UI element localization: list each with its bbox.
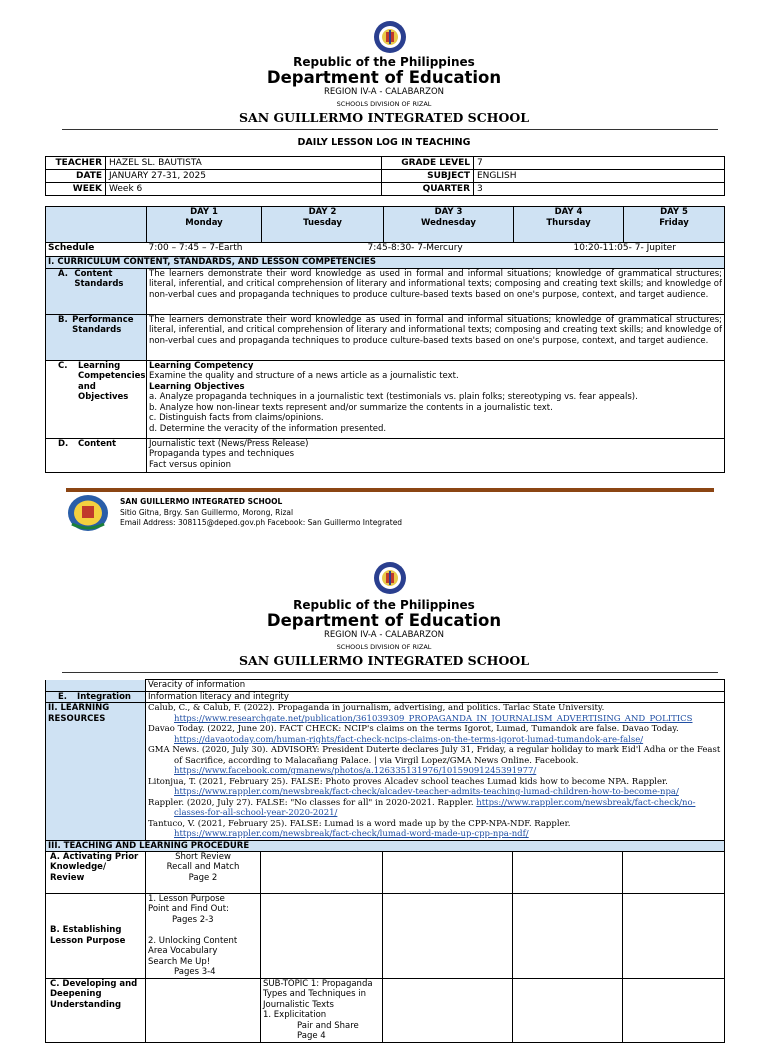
- establishing-day5: [623, 893, 725, 978]
- footer-school: SAN GUILLERMO INTEGRATED SCHOOL: [120, 497, 283, 506]
- teacher-value: HAZEL SL. BAUTISTA: [106, 157, 382, 170]
- reference-item: [148, 819, 722, 840]
- activating-day2: [261, 851, 383, 893]
- content-standards-text: The learners demonstrate their word knowledge as used in formal and informal situations; knowledge of grammatical structures; literal, inferential, and critical comprehension of literary and informational texts; composing and creating text skills; and knowledge of non-verbal cues and propaganda techniques to produce culture-based texts based on one's purpose, context, and target audience.: [147, 268, 725, 314]
- activating-day3: [383, 851, 513, 893]
- lc-title: Learning Competency: [149, 360, 254, 371]
- schedule-3: 10:20-11:05- 7- Jupiter: [573, 243, 676, 253]
- reference-text: Calub, C., & Calub, F. (2022). Propaganda in journalism, advertising, and politics. Tarlac State University.: [148, 703, 605, 713]
- division-text-2: SCHOOLS DIVISION OF RIZAL: [336, 643, 432, 651]
- continued-label-cell: [46, 680, 146, 692]
- reference-text: Davao Today. (2022, June 20). FACT CHECK: NCIP's claims on the terms Igorot, Lumad, Tumandok are false. Davao Today.: [148, 724, 679, 734]
- teacher-label: TEACHER: [46, 157, 106, 170]
- schedule-row: [147, 243, 725, 257]
- developing-day1: [146, 978, 261, 1042]
- deped-seal-icon: [373, 20, 407, 54]
- date-value: JANUARY 27-31, 2025: [106, 170, 382, 183]
- performance-standards-label: B. Performance Standards: [46, 314, 147, 360]
- reference-item: [148, 703, 722, 724]
- school-name-2: SAN GUILLERMO INTEGRATED SCHOOL: [238, 653, 530, 668]
- procedure-line: [148, 925, 258, 936]
- day2-header: DAY 2 Tuesday: [262, 207, 384, 243]
- republic-heading-2: Republic of the Philippines: [293, 598, 475, 612]
- division-text: SCHOOLS DIVISION OF RIZAL: [336, 100, 432, 108]
- procedure-line: Page 2: [188, 872, 218, 883]
- reference-text: Rappler. (2020, July 27). FALSE: "No classes for all" in 2020-2021. Rappler.: [148, 797, 477, 808]
- content-label: D. Content: [46, 438, 147, 472]
- section-1-heading: I. CURRICULUM CONTENT, STANDARDS, AND LESSON COMPETENCIES: [46, 257, 725, 269]
- corner-cell: [46, 207, 147, 243]
- reference-link[interactable]: https://www.rappler.com/newsbreak/fact-check/alcadev-teacher-admits-teaching-lumad-children-how-to-become-npa/: [174, 787, 679, 797]
- reference-text: Tantuco, V. (2021, February 25). FALSE: Lumad is a word made up by the CPP-NPA-NDF. Rappler.: [148, 818, 571, 829]
- establishing-day2: [261, 893, 383, 978]
- reference-link[interactable]: https://www.facebook.com/gmanews/photos/a.126335131976/10159091245391977/: [174, 766, 537, 776]
- deped-seal-icon-2: [373, 561, 407, 595]
- day3-header: DAY 3 Wednesday: [384, 207, 514, 243]
- info-table: [45, 156, 725, 196]
- reference-item: [148, 798, 722, 819]
- integration-label: E. Integration: [46, 691, 146, 703]
- grade-value: 7: [474, 157, 725, 170]
- day4-header: DAY 4 Thursday: [514, 207, 624, 243]
- developing-day5: [623, 978, 725, 1042]
- procedure-line: Search Me Up!: [148, 956, 211, 967]
- lo-c: c. Distinguish facts from claims/opinions.: [149, 413, 324, 423]
- performance-standards-text: The learners demonstrate their word knowledge as used in formal and informal situations; knowledge of grammatical structures; literal, inferential, and critical comprehension of literary and informational texts; composing and creating text skills; and knowledge of non-verbal cues and propaganda techniques to produce culture-based texts based on one's purpose, context, and target audience.: [147, 314, 725, 360]
- day1-header: DAY 1 Monday: [147, 207, 262, 243]
- lc-text: Examine the quality and structure of a news article as a journalistic text.: [149, 371, 459, 381]
- footer-email: Email Address: 308115@deped.gov.ph Facebook: San Guillermo Integrated: [120, 518, 403, 527]
- subject-value: ENGLISH: [474, 170, 725, 183]
- activating-label: A. Activating Prior Knowledge/ Review: [46, 851, 146, 893]
- reference-item: [148, 724, 722, 745]
- reference-link[interactable]: https://www.rappler.com/newsbreak/fact-check/no-classes-for-all-school-year-2020-2021/: [174, 797, 696, 818]
- lo-a: a. Analyze propaganda techniques in a journalistic text (testimonials vs. plain folks; stereotyping vs. fear appeals).: [149, 392, 638, 402]
- activating-day5: [623, 851, 725, 893]
- activating-day1: [146, 851, 261, 893]
- veracity-text: Veracity of information: [146, 680, 725, 692]
- establishing-day3: [383, 893, 513, 978]
- section-3-heading: III. TEACHING AND LEARNING PROCEDURE: [46, 840, 725, 851]
- reference-link[interactable]: https://www.researchgate.net/publication/361039309_PROPAGANDA_IN_JOURNALISM_ADVERTISING_AND_POLITICS: [174, 713, 693, 724]
- competencies-text: [147, 360, 725, 438]
- region-text-2: REGION IV-A - CALABARZON: [323, 630, 445, 640]
- footer-bar: [66, 488, 714, 492]
- day5-header: DAY 5 Friday: [624, 207, 725, 243]
- procedure-line: SUB-TOPIC 1: Propaganda Types and Techniques in Journalistic Texts: [263, 978, 373, 1010]
- procedure-line: Page 4: [297, 1031, 326, 1041]
- schedule-label: Schedule: [46, 243, 147, 257]
- lo-d: d. Determine the veracity of the information presented.: [149, 423, 387, 434]
- developing-day2: [261, 978, 383, 1042]
- lo-title: Learning Objectives: [149, 381, 245, 392]
- republic-heading: Republic of the Philippines: [293, 55, 475, 69]
- date-label: DATE: [46, 170, 106, 183]
- quarter-value: 3: [474, 183, 725, 196]
- school-name: SAN GUILLERMO INTEGRATED SCHOOL: [238, 110, 530, 125]
- content-line-1: Journalistic text (News/Press Release): [149, 438, 309, 449]
- schedule-2: 7:45-8:30- 7-Mercury: [367, 243, 463, 253]
- subject-label: SUBJECT: [382, 170, 474, 183]
- activating-day4: [513, 851, 623, 893]
- procedure-line: 1. Explicitation: [263, 1010, 327, 1020]
- reference-link[interactable]: https://www.rappler.com/newsbreak/fact-check/lumad-word-made-up-cpp-npa-ndf/: [174, 829, 529, 839]
- establishing-day1: [146, 893, 261, 978]
- references-list: [146, 703, 725, 841]
- lo-b: b. Analyze how non-linear texts represent and/or summarize the contents in a journalistic text.: [149, 402, 553, 413]
- school-logo-icon: [67, 494, 109, 532]
- procedure-line: Pages 3-4: [174, 967, 216, 977]
- footer-address: Sitio Gitna, Brgy. San Guillermo, Morong, Rizal: [120, 508, 294, 517]
- lesson-table: [45, 206, 725, 473]
- procedure-line: 1. Lesson Purpose: [148, 893, 225, 904]
- establishing-day4: [513, 893, 623, 978]
- department-heading: Department of Education: [266, 68, 502, 87]
- reference-text: Litonjua, T. (2021, February 25). FALSE: Photo proves Alcadev school teaches Lumad kids how to become NPA. Rappler.: [148, 776, 668, 787]
- content-standards-label: A. Content Standards: [46, 268, 147, 314]
- reference-link[interactable]: https://davaotoday.com/human-rights/fact-check-ncips-claims-on-the-terms-igorot-lumad-tumandok-are-false/: [174, 734, 644, 745]
- integration-text: Information literacy and integrity: [146, 691, 725, 703]
- competencies-label: C. Learning Competencies and Objectives: [46, 360, 147, 438]
- procedure-line: Pair and Share: [297, 1020, 359, 1031]
- procedure-line: Pages 2-3: [172, 914, 214, 925]
- procedure-line: Recall and Match: [166, 862, 240, 872]
- establishing-label: B. Establishing Lesson Purpose: [46, 893, 146, 978]
- schedule-1: 7:00 – 7:45 – 7-Earth: [148, 243, 243, 253]
- developing-day3: [383, 978, 513, 1042]
- header-divider: [62, 129, 718, 130]
- content-text: [147, 438, 725, 472]
- week-label: WEEK: [46, 183, 106, 196]
- doc-title: DAILY LESSON LOG IN TEACHING: [297, 137, 471, 148]
- lesson-table-2: [45, 679, 725, 1043]
- developing-day4: [513, 978, 623, 1042]
- procedure-line: Short Review: [175, 851, 231, 862]
- week-value: Week 6: [106, 183, 382, 196]
- procedure-line: 2. Unlocking Content Area Vocabulary: [148, 935, 238, 956]
- content-line-2: Propaganda types and techniques: [149, 449, 295, 459]
- region-text: REGION IV-A - CALABARZON: [323, 87, 445, 97]
- reference-item: [148, 777, 722, 798]
- grade-label: GRADE LEVEL: [382, 157, 474, 170]
- resources-label: II. LEARNING RESOURCES: [46, 703, 146, 841]
- quarter-label: QUARTER: [382, 183, 474, 196]
- reference-item: [148, 745, 722, 777]
- developing-label: C. Developing and Deepening Understanding: [46, 978, 146, 1042]
- department-heading-2: Department of Education: [266, 611, 502, 630]
- procedure-line: Point and Find Out:: [148, 904, 229, 914]
- reference-text: GMA News. (2020, July 30). ADVISORY: President Duterte declares July 31, Friday, a regular holiday to mark Eid'l Adha or the Feast of Sacrifice, according to Malacañang Palace. | via Virgil Lopez/GMA News Online. Facebook.: [148, 745, 721, 766]
- header-divider-2: [62, 672, 718, 673]
- content-line-3: Fact versus opinion: [149, 459, 232, 470]
